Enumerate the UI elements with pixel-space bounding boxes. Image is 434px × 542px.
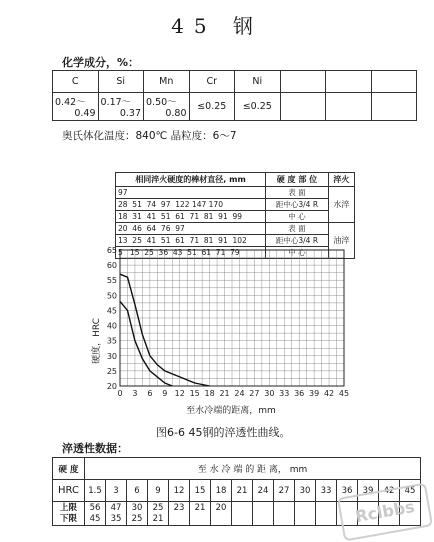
hd-value-cell — [85, 502, 106, 526]
hd-distance-cell: 36 — [337, 480, 358, 502]
quench-water: 水淬 — [328, 187, 354, 223]
position-cell: 距中心3/4 R — [266, 199, 329, 211]
diameter-row: 20 46 64 76 97 — [116, 223, 266, 235]
hd-distance-cell: 15 — [190, 480, 211, 502]
chem-value-c: 0.42～ 0.49 — [53, 93, 99, 121]
chem-value-empty — [280, 93, 326, 121]
hd-distance-cell: 21 — [232, 480, 253, 502]
hd-distance-cell: 12 — [169, 480, 190, 502]
chem-header-c: C — [53, 71, 99, 93]
diameter-row: 18 31 41 51 61 71 81 91 99 — [116, 211, 266, 223]
x-tick-label: 21 — [219, 389, 230, 398]
y-tick-label: 20 — [106, 382, 117, 391]
hd-value-cell — [316, 502, 337, 526]
hd-value-cell — [190, 502, 211, 526]
hd-distance-cell: 3 — [106, 480, 127, 502]
hd-distance-cell: 39 — [358, 480, 379, 502]
watermark-stamp: Rclbbs — [337, 483, 433, 542]
hd-upper-value: 47 — [110, 502, 122, 513]
diameter-row: 97 — [116, 187, 266, 199]
diameter-row: 13 25 41 51 61 71 81 91 102 — [116, 235, 266, 247]
hd-distance-cell: 42 — [379, 480, 400, 502]
hd-lower-value: 25 — [131, 513, 143, 524]
hd-lower-value: 45 — [89, 513, 101, 524]
hd-value-cell — [232, 502, 253, 526]
x-tick-label: 9 — [162, 389, 168, 398]
x-tick-label: 36 — [294, 389, 305, 398]
x-tick-label: 15 — [189, 389, 200, 398]
x-axis-label: 至水冷端的距离，mm — [186, 406, 276, 416]
y-tick-label: 35 — [106, 336, 117, 346]
chem-header-empty — [371, 71, 417, 93]
chem-header-empty — [326, 71, 372, 93]
hd-lower-value — [169, 514, 189, 525]
x-tick-label: 45 — [338, 389, 350, 398]
hd-value-cell — [148, 502, 169, 526]
y-tick-label: 30 — [106, 351, 117, 361]
hd-upper-value — [274, 503, 294, 514]
position-header: 硬 度 部 位 — [266, 173, 329, 187]
austenitizing-text: 奥氏体化温度：840℃ 晶粒度：6～7 — [62, 130, 237, 142]
chem-value-empty — [326, 93, 372, 121]
hd-upper-value: 25 — [152, 502, 164, 513]
hd-lower-value — [232, 514, 252, 525]
y-axis-label: 硬度，HRC — [92, 318, 102, 364]
hd-distance-cell: 1.5 — [85, 480, 106, 502]
x-tick-label: 18 — [204, 389, 215, 398]
y-tick-label: 50 — [106, 291, 117, 301]
chem-value-empty — [371, 93, 417, 121]
hd-value-cell — [106, 502, 127, 526]
diameter-row: 5 15 25 36 43 51 61 71 79 — [116, 247, 266, 259]
diameter-header: 相同淬火硬度的棒材直径, mm — [116, 173, 266, 187]
x-tick-label: 42 — [323, 389, 335, 398]
chem-value-cr: ≤0.25 — [189, 93, 235, 121]
chem-header-mn: Mn — [144, 71, 190, 93]
page-title: 45 钢 — [171, 14, 263, 38]
hd-lower-value — [253, 514, 273, 525]
hd-label-hrc: HRC — [53, 480, 85, 502]
hd-value-cell — [253, 502, 274, 526]
hd-value-cell — [295, 502, 316, 526]
chem-value-ni: ≤0.25 — [235, 93, 281, 121]
chem-header-cr: Cr — [189, 71, 235, 93]
y-tick-label: 25 — [106, 366, 117, 376]
hd-lower-value — [190, 514, 210, 525]
hd-lower-value — [316, 514, 336, 525]
hd-span-title: 至 水 冷 端 的 距 离， mm — [85, 458, 421, 480]
x-tick-label: 0 — [117, 389, 123, 398]
chem-header-empty — [280, 71, 326, 93]
y-tick-label: 55 — [106, 276, 117, 286]
hd-upper-value — [253, 503, 273, 514]
hd-value-cell — [127, 502, 148, 526]
hd-distance-cell: 27 — [274, 480, 295, 502]
hd-upper-value — [232, 503, 252, 514]
x-tick-label: 27 — [249, 389, 260, 398]
x-tick-label: 24 — [234, 389, 245, 398]
hd-upper-value: 56 — [89, 502, 101, 513]
position-cell: 表 面 — [266, 187, 329, 199]
hd-lower-value: 35 — [110, 513, 122, 524]
hd-distance-cell: 9 — [148, 480, 169, 502]
chemical-table — [52, 70, 417, 121]
x-tick-label: 39 — [309, 389, 320, 398]
y-tick-label: 60 — [106, 261, 117, 271]
hardenability-chart — [90, 246, 360, 416]
hd-lower-value: 21 — [152, 513, 164, 524]
y-tick-labels — [107, 246, 117, 391]
hd-corner: 硬 度 — [53, 458, 85, 480]
hd-distance-cell: 24 — [253, 480, 274, 502]
hd-distance-cell: 18 — [211, 480, 232, 502]
hd-value-cell — [211, 502, 232, 526]
hardenability-heading: 淬透性数据： — [62, 442, 128, 455]
position-cell: 表 面 — [266, 223, 329, 235]
hd-upper-value: 23 — [173, 502, 185, 513]
hd-upper-value: 30 — [131, 502, 143, 513]
hd-upper-value — [316, 503, 336, 514]
position-cell: 中 心 — [266, 211, 329, 223]
y-tick-label: 40 — [106, 321, 117, 331]
hd-distance-cell: 33 — [316, 480, 337, 502]
y-tick-label: 65 — [106, 246, 117, 255]
hd-label-limits: 上限 下限 — [53, 502, 85, 526]
x-tick-label: 12 — [174, 389, 185, 398]
hd-distance-cell: 6 — [127, 480, 148, 502]
x-tick-labels — [117, 389, 349, 398]
hd-lower-value — [274, 514, 294, 525]
quench-oil: 油淬 — [328, 223, 354, 259]
hd-upper-value — [295, 503, 315, 514]
chem-header-ni: Ni — [235, 71, 281, 93]
chart-grid — [120, 250, 344, 386]
hd-upper-value: 21 — [194, 502, 206, 513]
chemical-heading: 化学成分，%： — [62, 56, 140, 69]
chem-header-si: Si — [98, 71, 144, 93]
hd-lower-value — [295, 514, 315, 525]
figure-caption: 图6-6 45钢的淬透性曲线。 — [156, 426, 291, 439]
hd-distance-cell: 30 — [295, 480, 316, 502]
x-tick-label: 6 — [147, 389, 153, 398]
hd-upper-value: 20 — [215, 502, 227, 513]
hd-distance-cell: 45 — [400, 480, 421, 502]
hd-value-cell — [169, 502, 190, 526]
x-tick-label: 3 — [132, 389, 138, 398]
diameter-row: 28 51 74 97 122 147 170 — [116, 199, 266, 211]
chem-value-mn: 0.50～ 0.80 — [144, 93, 190, 121]
chem-value-si: 0.17～ 0.37 — [98, 93, 144, 121]
quench-header: 淬火 — [328, 173, 354, 187]
y-tick-label: 45 — [106, 306, 117, 316]
x-tick-label: 33 — [279, 389, 290, 398]
hd-lower-value — [211, 514, 231, 525]
x-tick-label: 30 — [264, 389, 275, 398]
position-cell: 距中心3/4 R — [266, 235, 329, 247]
position-cell: 中 心 — [266, 247, 329, 259]
hd-value-cell — [274, 502, 295, 526]
